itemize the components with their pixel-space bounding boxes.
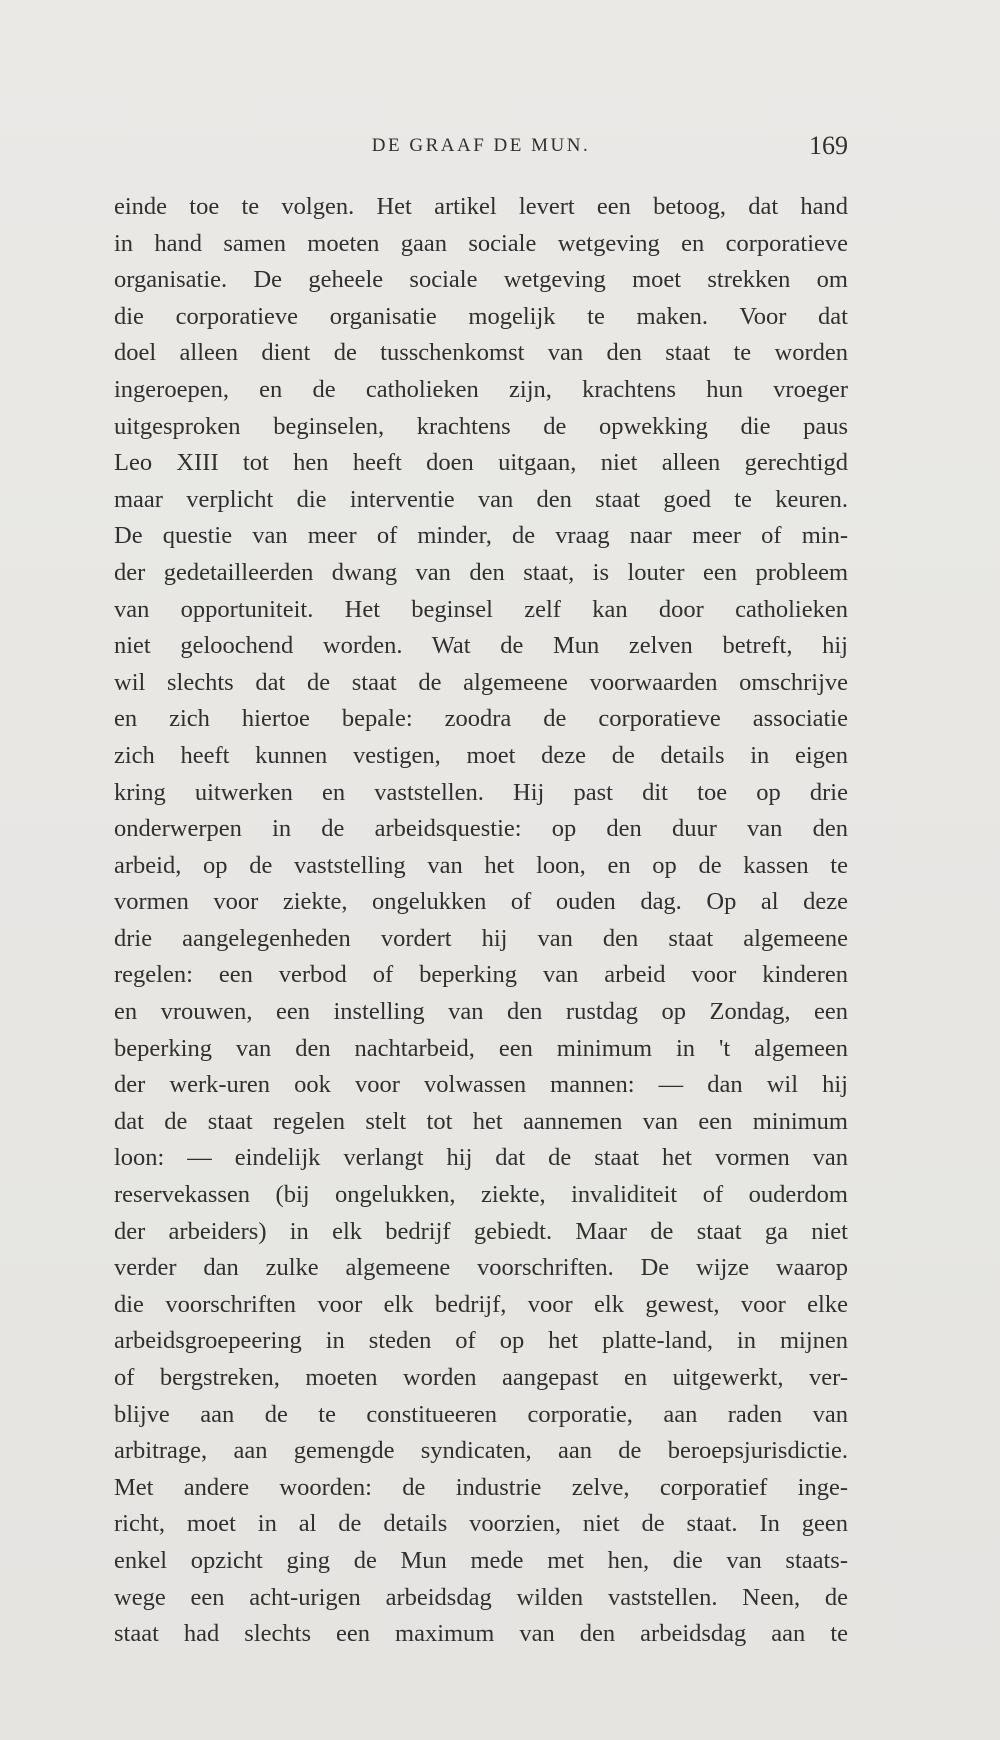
text-line: vormen voor ziekte, ongelukken of ouden dag. Op al deze [114, 888, 848, 916]
text-line: arbitrage, aan gemengde syndicaten, aan de beroepsjurisdictie. [114, 1437, 848, 1465]
text-line: blijve aan de te constitueeren corporatie, aan raden van [114, 1400, 848, 1428]
text-line: einde toe te volgen. Het artikel levert een betoog, dat hand [114, 193, 848, 220]
text-line: staat had slechts een maximum van den arbeidsdag aan te [114, 1620, 848, 1648]
text-line: kring uitwerken en vaststellen. Hij past dit toe op drie [114, 778, 848, 806]
text-line: wege een acht-urigen arbeidsdag wilden vaststellen. Neen, de [114, 1583, 848, 1611]
text-line: doel alleen dient de tusschenkomst van den staat te worden [114, 339, 848, 367]
text-line: ingeroepen, en de catholieken zijn, krachtens hun vroeger [114, 375, 848, 403]
text-line: der arbeiders) in elk bedrijf gebiedt. Maar de staat ga niet [114, 1217, 848, 1245]
text-line: en zich hiertoe bepale: zoodra de corporatieve associatie [114, 705, 848, 733]
text-line: in hand samen moeten gaan sociale wetgeving en corporatieve [114, 229, 848, 257]
text-line: die corporatieve organisatie mogelijk te maken. Voor dat [114, 302, 848, 330]
text-line: wil slechts dat de staat de algemeene voorwaarden omschrijve [114, 668, 848, 696]
text-line: loon: — eindelijk verlangt hij dat de staat het vormen van [114, 1144, 848, 1172]
text-line: of bergstreken, moeten worden aangepast en uitgewerkt, ver- [114, 1364, 848, 1391]
running-head [114, 131, 848, 167]
text-line: onderwerpen in de arbeidsquestie: op den duur van den [114, 815, 848, 843]
text-line: zich heeft kunnen vestigen, moet deze de details in eigen [114, 741, 848, 769]
text-line: der werk-uren ook voor volwassen mannen: — dan wil hij [114, 1071, 848, 1099]
text-line: maar verplicht die interventie van den staat goed te keuren. [114, 485, 848, 513]
page-number: 169 [809, 131, 848, 160]
text-line: arbeid, op de vaststelling van het loon, en op de kassen te [114, 851, 848, 879]
text-line: beperking van den nachtarbeid, een minimum in 't algemeen [114, 1034, 848, 1062]
body-text [114, 189, 848, 1653]
text-line: der gedetailleerden dwang van den staat, is louter een probleem [114, 558, 848, 586]
text-line: uitgesproken beginselen, krachtens de opwekking die paus [114, 412, 848, 440]
text-line: arbeidsgroepeering in steden of op het platte-land, in mijnen [114, 1327, 848, 1355]
text-line: niet geloochend worden. Wat de Mun zelven betreft, hij [114, 632, 848, 660]
text-line: organisatie. De geheele sociale wetgeving moet strekken om [114, 266, 848, 294]
text-line: reservekassen (bij ongelukken, ziekte, invaliditeit of ouderdom [114, 1181, 848, 1209]
text-line: De questie van meer of minder, de vraag naar meer of min- [114, 522, 848, 550]
text-line: richt, moet in al de details voorzien, niet de staat. In geen [114, 1510, 848, 1538]
text-line: drie aangelegenheden vordert hij van den staat algemeene [114, 924, 848, 952]
text-line: die voorschriften voor elk bedrijf, voor elk gewest, voor elke [114, 1290, 848, 1318]
text-line: verder dan zulke algemeene voorschriften. De wijze waarop [114, 1254, 848, 1282]
text-line: en vrouwen, een instelling van den rustdag op Zondag, een [114, 998, 848, 1026]
text-line: regelen: een verbod of beperking van arbeid voor kinderen [114, 961, 848, 989]
running-title: DE GRAAF DE MUN. [371, 135, 591, 156]
text-line: enkel opzicht ging de Mun mede met hen, die van staats- [114, 1546, 848, 1574]
text-line: dat de staat regelen stelt tot het aannemen van een minimum [114, 1107, 848, 1135]
text-line: Met andere woorden: de industrie zelve, corporatief inge- [114, 1473, 848, 1501]
text-line: van opportuniteit. Het beginsel zelf kan door catholieken [114, 595, 848, 623]
text-line: Leo XIII tot hen heeft doen uitgaan, niet alleen gerechtigd [114, 449, 848, 477]
